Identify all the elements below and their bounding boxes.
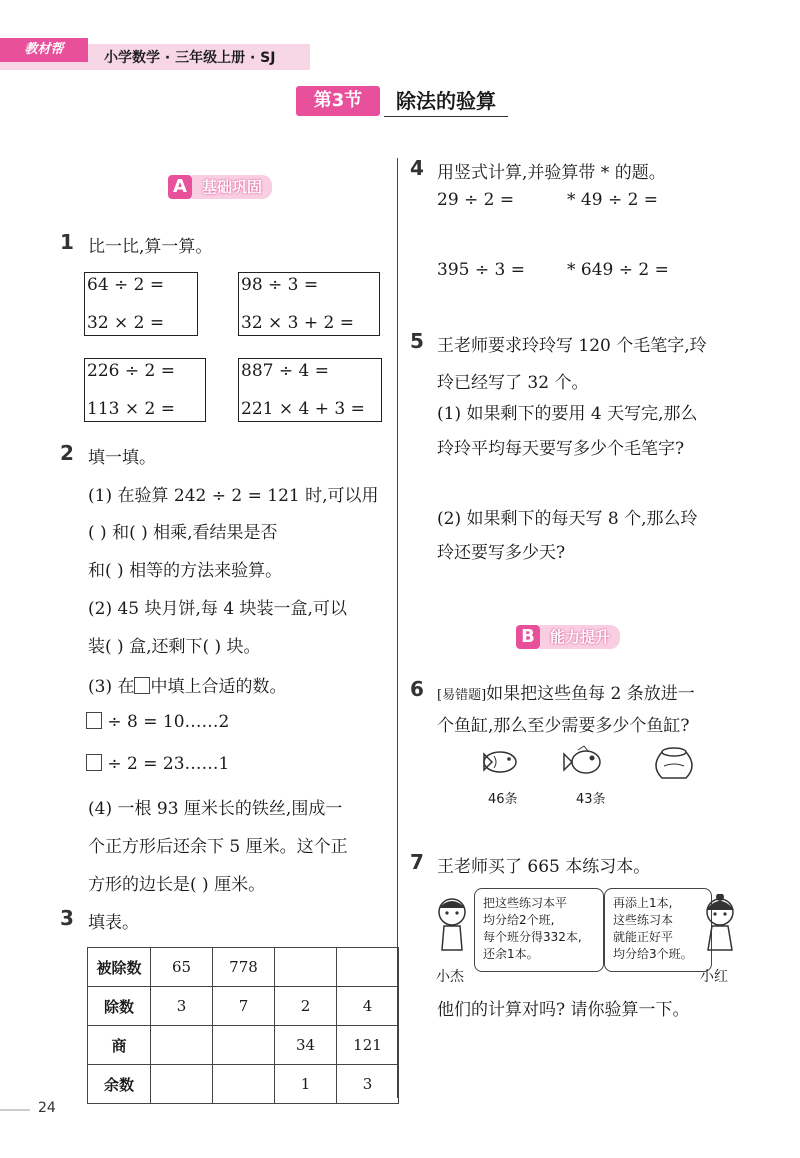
part-a-letter: A bbox=[168, 175, 192, 199]
table-cell: 4 bbox=[337, 987, 399, 1026]
q7-stem: 王老师买了 665 本练习本。 bbox=[437, 857, 651, 877]
q5-line-1: 王老师要求玲玲写 120 个毛笔字,玲 bbox=[437, 336, 707, 356]
bubble-left-line-2: 均分给2个班, bbox=[483, 913, 555, 927]
bubble-right bbox=[604, 888, 712, 972]
q1-stem: 比一比,算一算。 bbox=[88, 237, 213, 257]
q4-item-4: * 649 ÷ 2 = bbox=[567, 260, 669, 280]
bubble-right-line-3: 就能正好平 bbox=[613, 930, 674, 944]
name-left: 小杰 bbox=[436, 969, 464, 985]
table-cell: 65 bbox=[151, 948, 213, 987]
table-header-cell: 除数 bbox=[88, 987, 151, 1026]
q2-line-5: 装( ) 盒,还剩下( ) 块。 bbox=[88, 637, 261, 657]
q2-line-7-text: ÷ 8 = 10……2 bbox=[107, 712, 230, 732]
q2-stem: 填一填。 bbox=[88, 448, 156, 468]
q6-line-1 bbox=[437, 679, 695, 704]
section-title: 除法的验算 bbox=[384, 86, 508, 117]
table-cell[interactable] bbox=[275, 948, 337, 987]
q5-line-6: 玲还要写多少天? bbox=[437, 543, 566, 563]
q1-box-3-line-2: 113 × 2 = bbox=[87, 399, 175, 419]
table-row bbox=[88, 1065, 399, 1104]
table-cell: 1 bbox=[275, 1065, 337, 1104]
q7-number: 7 bbox=[410, 850, 424, 874]
table-cell: 121 bbox=[337, 1026, 399, 1065]
fish-1-label: 46条 bbox=[488, 792, 518, 807]
q4-stem: 用竖式计算,并验算带 * 的题。 bbox=[437, 163, 666, 183]
part-a-badge bbox=[168, 174, 272, 200]
bubble-left-line-3: 每个班分得332本, bbox=[483, 930, 582, 944]
q2-line-2: ( ) 和( ) 相乘,看结果是否 bbox=[88, 523, 278, 543]
fish-tank-icon bbox=[656, 748, 692, 778]
section-tag: 第3节 bbox=[296, 86, 380, 116]
page-number: 24 bbox=[38, 1100, 56, 1116]
q1-box-3-line-1: 226 ÷ 2 = bbox=[87, 361, 175, 381]
q4-item-3: 395 ÷ 3 = bbox=[437, 260, 525, 280]
q2-line-10: 个正方形后还余下 5 厘米。这个正 bbox=[88, 837, 348, 857]
q6-number: 6 bbox=[410, 677, 424, 701]
q6-line-1-text: 如果把这些鱼每 2 条放进一 bbox=[486, 684, 695, 704]
bubble-right-line-2: 这些练习本 bbox=[613, 913, 674, 927]
q2-line-6 bbox=[88, 672, 286, 697]
q1-box-1-line-2: 32 × 2 = bbox=[87, 313, 165, 333]
q1-box-2-line-2: 32 × 3 + 2 = bbox=[241, 313, 355, 333]
table-cell: 3 bbox=[151, 987, 213, 1026]
q2-line-8-text: ÷ 2 = 23……1 bbox=[107, 754, 230, 774]
table-cell: 3 bbox=[337, 1065, 399, 1104]
table-row bbox=[88, 948, 399, 987]
bubble-left-line-1: 把这些练习本平 bbox=[483, 896, 568, 910]
q3-table bbox=[87, 947, 399, 1104]
q2-line-6-a: (3) 在 bbox=[88, 677, 135, 697]
table-cell: 778 bbox=[213, 948, 275, 987]
part-b-label: 能力提升 bbox=[540, 625, 620, 649]
q5-line-3: (1) 如果剩下的要用 4 天写完,那么 bbox=[437, 404, 698, 424]
bubble-left bbox=[474, 888, 604, 972]
table-header-cell: 余数 bbox=[88, 1065, 151, 1104]
fish-1-icon bbox=[484, 752, 516, 772]
table-cell: 34 bbox=[275, 1026, 337, 1065]
q1-box-4-line-2: 221 × 4 + 3 = bbox=[241, 399, 365, 419]
table-cell[interactable] bbox=[213, 1026, 275, 1065]
bubble-right-line-4: 均分给3个班。 bbox=[613, 947, 693, 961]
q4-item-2: * 49 ÷ 2 = bbox=[567, 190, 659, 210]
header-tag: 教材帮 bbox=[0, 38, 88, 62]
q2-number: 2 bbox=[60, 441, 74, 465]
q2-line-1: (1) 在验算 242 ÷ 2 = 121 时,可以用 bbox=[88, 486, 379, 506]
q1-box-2-line-1: 98 ÷ 3 = bbox=[241, 275, 319, 295]
part-b-badge bbox=[516, 624, 620, 650]
answer-square[interactable] bbox=[86, 712, 102, 729]
q7-question: 他们的计算对吗? 请你验算一下。 bbox=[437, 1000, 690, 1020]
part-a-label: 基础巩固 bbox=[192, 175, 272, 199]
girl-avatar bbox=[700, 894, 740, 956]
q1-box-2 bbox=[238, 272, 380, 336]
q4-item-1: 29 ÷ 2 = bbox=[437, 190, 515, 210]
q6-pictures bbox=[478, 744, 728, 786]
table-header-cell: 被除数 bbox=[88, 948, 151, 987]
table-row bbox=[88, 987, 399, 1026]
table-cell[interactable] bbox=[151, 1065, 213, 1104]
q2-line-9: (4) 一根 93 厘米长的铁丝,围成一 bbox=[88, 799, 343, 819]
answer-square[interactable] bbox=[86, 754, 102, 771]
q5-number: 5 bbox=[410, 329, 424, 353]
q6-line-2: 个鱼缸,那么至少需要多少个鱼缸? bbox=[437, 716, 690, 736]
table-row bbox=[88, 1026, 399, 1065]
bubble-left-line-4: 还余1本。 bbox=[483, 947, 539, 961]
bubble-right-line-1: 再添上1本, bbox=[613, 896, 673, 910]
q6-tag: [易错题] bbox=[437, 688, 487, 703]
q1-box-1-line-1: 64 ÷ 2 = bbox=[87, 275, 165, 295]
boy-avatar bbox=[432, 894, 472, 956]
q5-line-4: 玲玲平均每天要写多少个毛笔字? bbox=[437, 439, 685, 459]
fish-2-label: 43条 bbox=[576, 792, 606, 807]
q2-line-11: 方形的边长是( ) 厘米。 bbox=[88, 875, 266, 895]
q1-number: 1 bbox=[60, 230, 74, 254]
q3-number: 3 bbox=[60, 906, 74, 930]
fish-2-icon bbox=[564, 746, 600, 773]
table-cell[interactable] bbox=[213, 1065, 275, 1104]
name-right: 小红 bbox=[700, 969, 728, 985]
q2-line-3: 和( ) 相等的方法来验算。 bbox=[88, 561, 283, 581]
q4-number: 4 bbox=[410, 156, 424, 180]
answer-square[interactable] bbox=[134, 677, 150, 694]
table-cell: 7 bbox=[213, 987, 275, 1026]
q2-line-4: (2) 45 块月饼,每 4 块装一盒,可以 bbox=[88, 599, 347, 619]
q2-line-7 bbox=[86, 712, 229, 732]
q1-box-1 bbox=[84, 272, 198, 336]
q3-stem: 填表。 bbox=[88, 913, 139, 933]
q1-box-4 bbox=[238, 358, 382, 422]
q5-line-2: 玲已经写了 32 个。 bbox=[437, 373, 589, 393]
table-cell[interactable] bbox=[337, 948, 399, 987]
table-cell[interactable] bbox=[151, 1026, 213, 1065]
book-title: 小学数学 · 三年级上册 · SJ bbox=[104, 50, 276, 66]
table-cell: 2 bbox=[275, 987, 337, 1026]
q5-line-5: (2) 如果剩下的每天写 8 个,那么玲 bbox=[437, 509, 698, 529]
q2-line-6-b: 中填上合适的数。 bbox=[150, 677, 287, 697]
q1-box-4-line-1: 887 ÷ 4 = bbox=[241, 361, 329, 381]
q1-box-3 bbox=[84, 358, 206, 422]
q2-line-8 bbox=[86, 754, 229, 774]
part-b-letter: B bbox=[516, 625, 540, 649]
page-number-rule bbox=[0, 1109, 30, 1111]
table-header-cell: 商 bbox=[88, 1026, 151, 1065]
